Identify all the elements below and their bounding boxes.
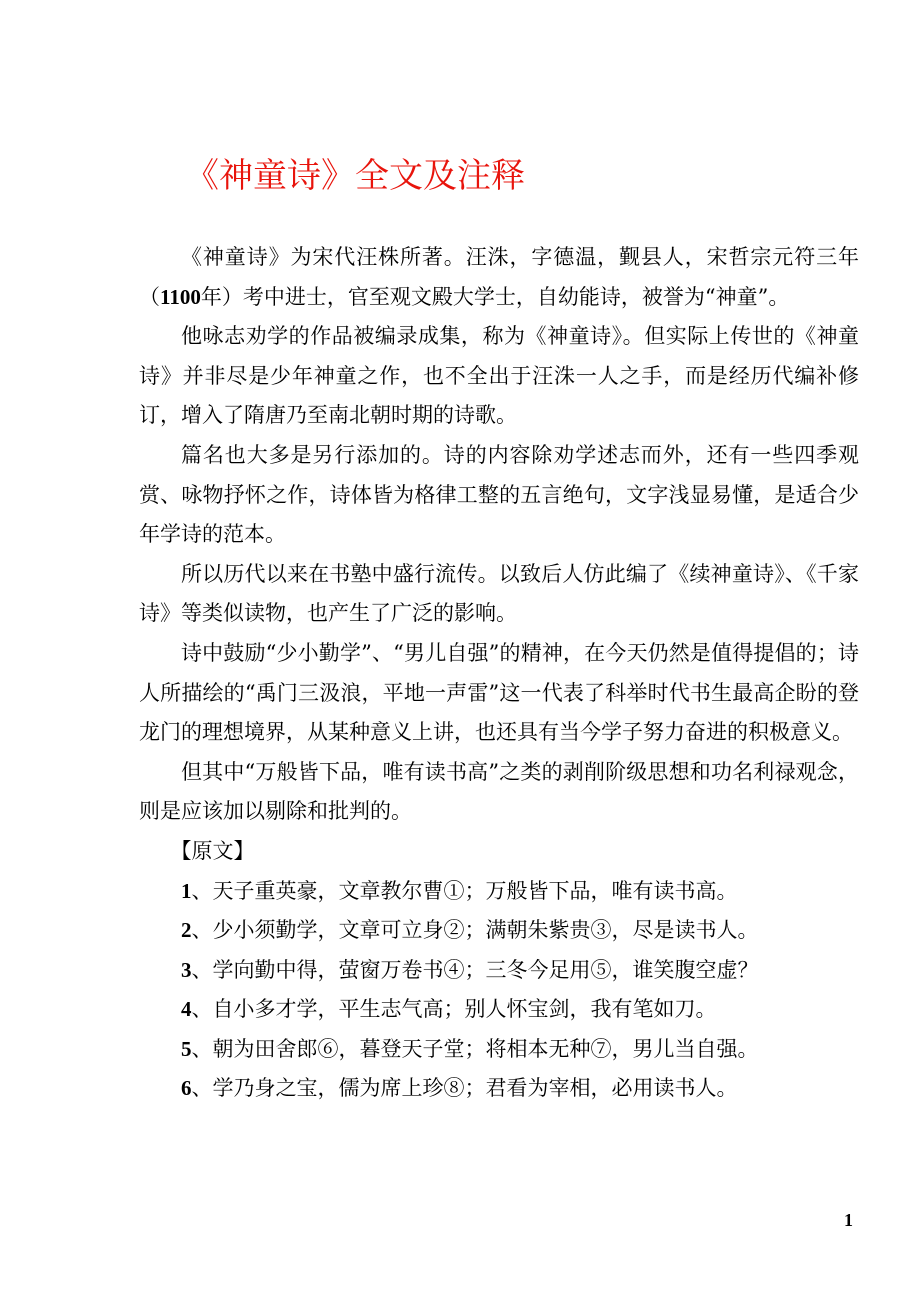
intro-text-end: 年）考中进士，官至观文殿大学士，自幼能诗，被誉为“神童”。: [200, 284, 790, 309]
paragraph: 所以历代以来在书塾中盛行流传。以致后人仿此编了《续神童诗》、《千家诗》等类似读物，也产生了广泛的影响。: [139, 561, 859, 626]
poem-line-number: 5: [181, 1036, 192, 1061]
intro-text-start: 《神童诗》为宋代汪株所著。汪洙，字德温，觐县人，宋哲宗元符三年（: [139, 245, 859, 309]
paragraph: 但其中“万般皆下品，唯有读书高”之类的剥削阶级思想和功名利禄观念，则是应该加以剔除和批判的。: [139, 759, 859, 824]
document-body: [139, 238, 859, 1109]
paragraph: 篇名也大多是另行添加的。诗的内容除劝学述志而外，还有一些四季观赏、咏物抒怀之作，诗体皆为格律工整的五言绝句，文字浅显易懂，是适合少年学诗的范本。: [139, 442, 859, 547]
poem-line-text: 、少小须勤学，文章可立身②；满朝朱紫贵③，尽是读书人。: [191, 918, 759, 943]
poem-line-text: 、学向勤中得，萤窗万卷书④；三冬今足用⑤，谁笑腹空虚？: [191, 957, 759, 982]
document-title: 《神童诗》全文及注释: [185, 156, 525, 196]
intro-year: 1100: [160, 284, 201, 309]
paragraph: 他咏志劝学的作品被编录成集，称为《神童诗》。但实际上传世的《神童诗》并非尽是少年神童之作，也不全出于汪洙一人之手，而是经历代编补修订，增入了隋唐乃至南北朝时期的诗歌。: [139, 324, 859, 428]
poem-line-number: 3: [181, 957, 192, 982]
poem-line-number: 6: [181, 1076, 192, 1101]
poem-line: [139, 990, 859, 1030]
poem-line-number: 4: [181, 997, 192, 1022]
poem-line-text: 、自小多才学，平生志气高；别人怀宝剑，我有笔如刀。: [191, 997, 717, 1022]
poem-line: [139, 872, 859, 912]
poem-line-number: 2: [181, 918, 192, 943]
page-number: 1: [844, 1210, 853, 1230]
poem-line-number: 1: [181, 878, 192, 903]
poem-line: [139, 951, 859, 991]
paragraph: 诗中鼓励“少小勤学”、“男儿自强”的精神，在今天仍然是值得提倡的；诗人所描绘的“禹门三汲浪，平地一声雷”这一代表了科举时代书生最高企盼的登龙门的理想境界，从某种意义上讲，也还具有当今学子努力奋进的积极意义。: [139, 640, 859, 745]
poem-line: [139, 1030, 859, 1070]
poem-line-text: 、学乃身之宝，儒为席上珍⑧；君看为宰相，必用读书人。: [191, 1076, 738, 1101]
poem-line-text: 、天子重英豪，文章教尔曹①；万般皆下品，唯有读书高。: [191, 878, 738, 903]
section-heading-original-text: 【原文】: [170, 838, 255, 863]
poem-line: [139, 1069, 859, 1109]
intro-paragraph: [139, 238, 859, 317]
poem-line-text: 、朝为田舍郎⑥，暮登天子堂；将相本无种⑦，男儿当自强。: [191, 1036, 759, 1061]
poem-line: [139, 911, 859, 951]
